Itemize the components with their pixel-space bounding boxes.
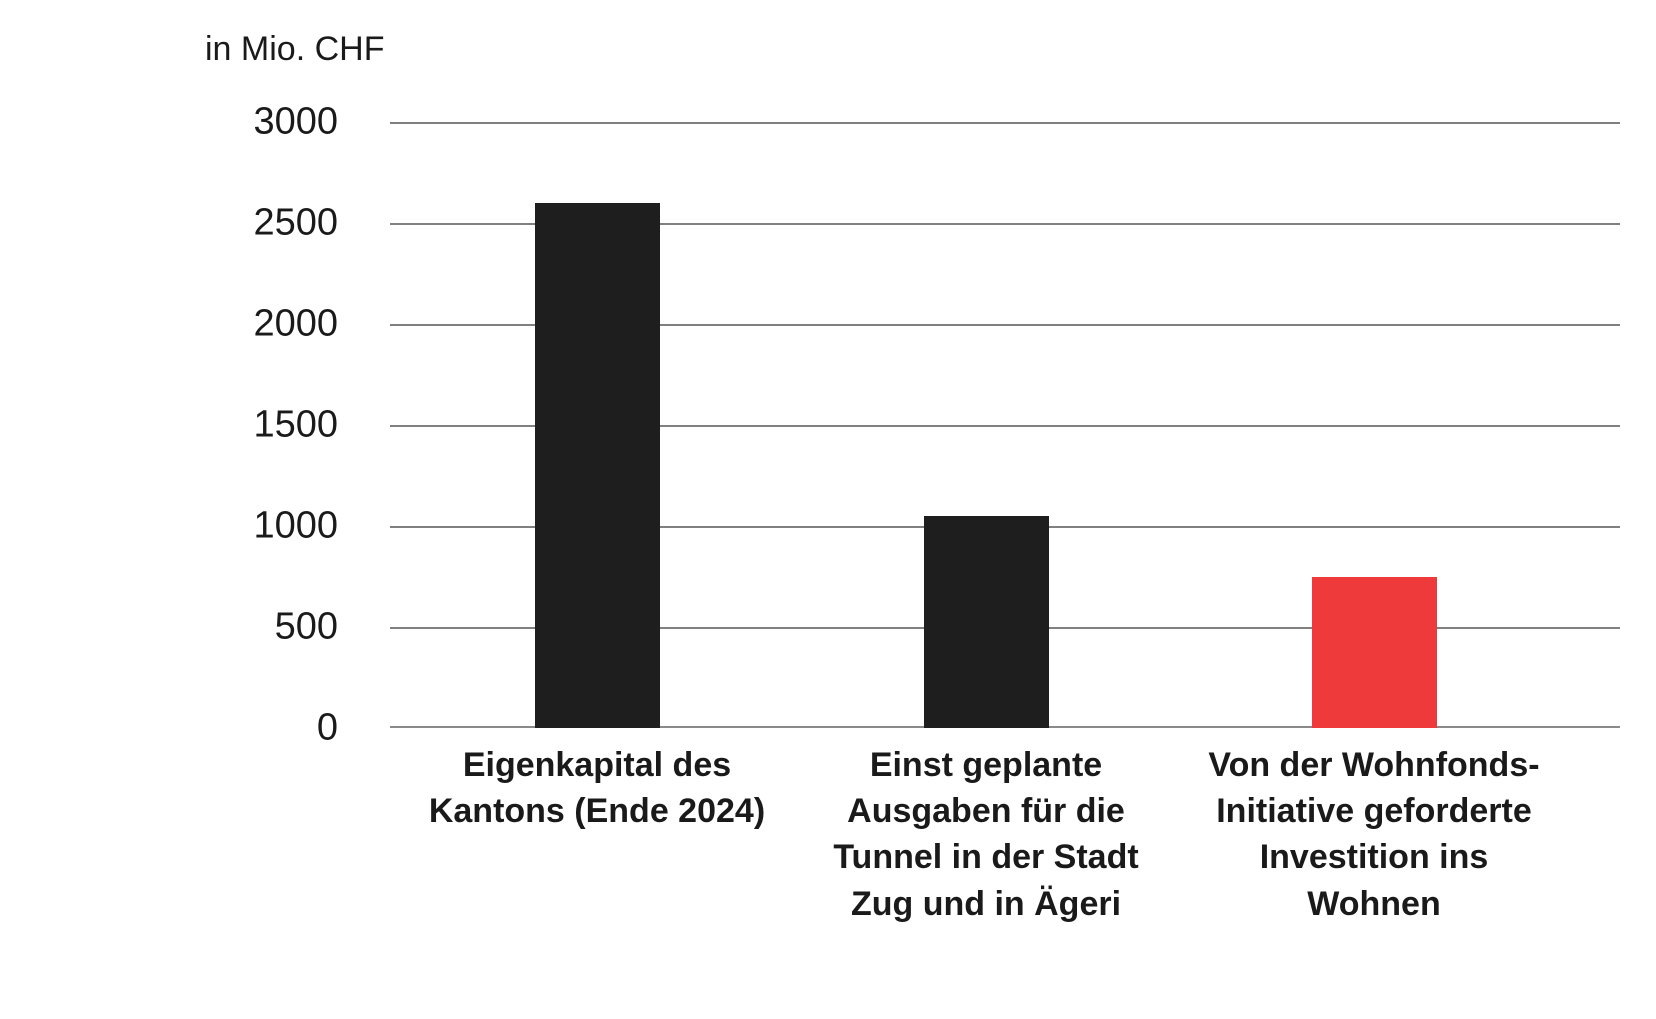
y-tick-500: 500 bbox=[274, 605, 338, 648]
y-tick-1000: 1000 bbox=[253, 504, 338, 547]
category-label-line: Tunnel in der Stadt bbox=[833, 838, 1139, 877]
category-label-line: Zug und in Ägeri bbox=[850, 884, 1122, 923]
bar-tunnel-ausgaben bbox=[924, 516, 1049, 728]
category-label-line: Wohnen bbox=[1307, 884, 1441, 923]
bar-wohnfonds-initiative bbox=[1312, 577, 1437, 729]
category-label-wohnfonds bbox=[1179, 742, 1569, 927]
y-axis-tick-labels bbox=[180, 100, 365, 749]
y-tick-2000: 2000 bbox=[253, 302, 338, 345]
category-label-line: Initiative geforderte bbox=[1216, 792, 1532, 831]
y-tick-3000: 3000 bbox=[253, 100, 338, 143]
category-label-tunnel bbox=[791, 742, 1181, 927]
bar-eigenkapital bbox=[535, 203, 660, 728]
category-label-line: Von der Wohnfonds- bbox=[1208, 746, 1540, 784]
x-axis-category-labels bbox=[390, 742, 1620, 972]
y-tick-2500: 2500 bbox=[253, 201, 338, 244]
category-label-line: Einst geplante bbox=[869, 746, 1103, 784]
y-tick-1500: 1500 bbox=[253, 403, 338, 446]
category-label-line: Ausgaben für die bbox=[847, 792, 1125, 831]
y-tick-0: 0 bbox=[316, 706, 338, 749]
bar-series bbox=[390, 122, 1620, 728]
category-label-eigenkapital bbox=[402, 742, 792, 834]
category-label-line: Investition ins bbox=[1259, 838, 1489, 877]
axis-unit-label: in Mio. CHF bbox=[205, 30, 385, 68]
category-label-line: Kantons (Ende 2024) bbox=[428, 792, 766, 831]
category-label-line: Eigenkapital des bbox=[462, 746, 732, 784]
